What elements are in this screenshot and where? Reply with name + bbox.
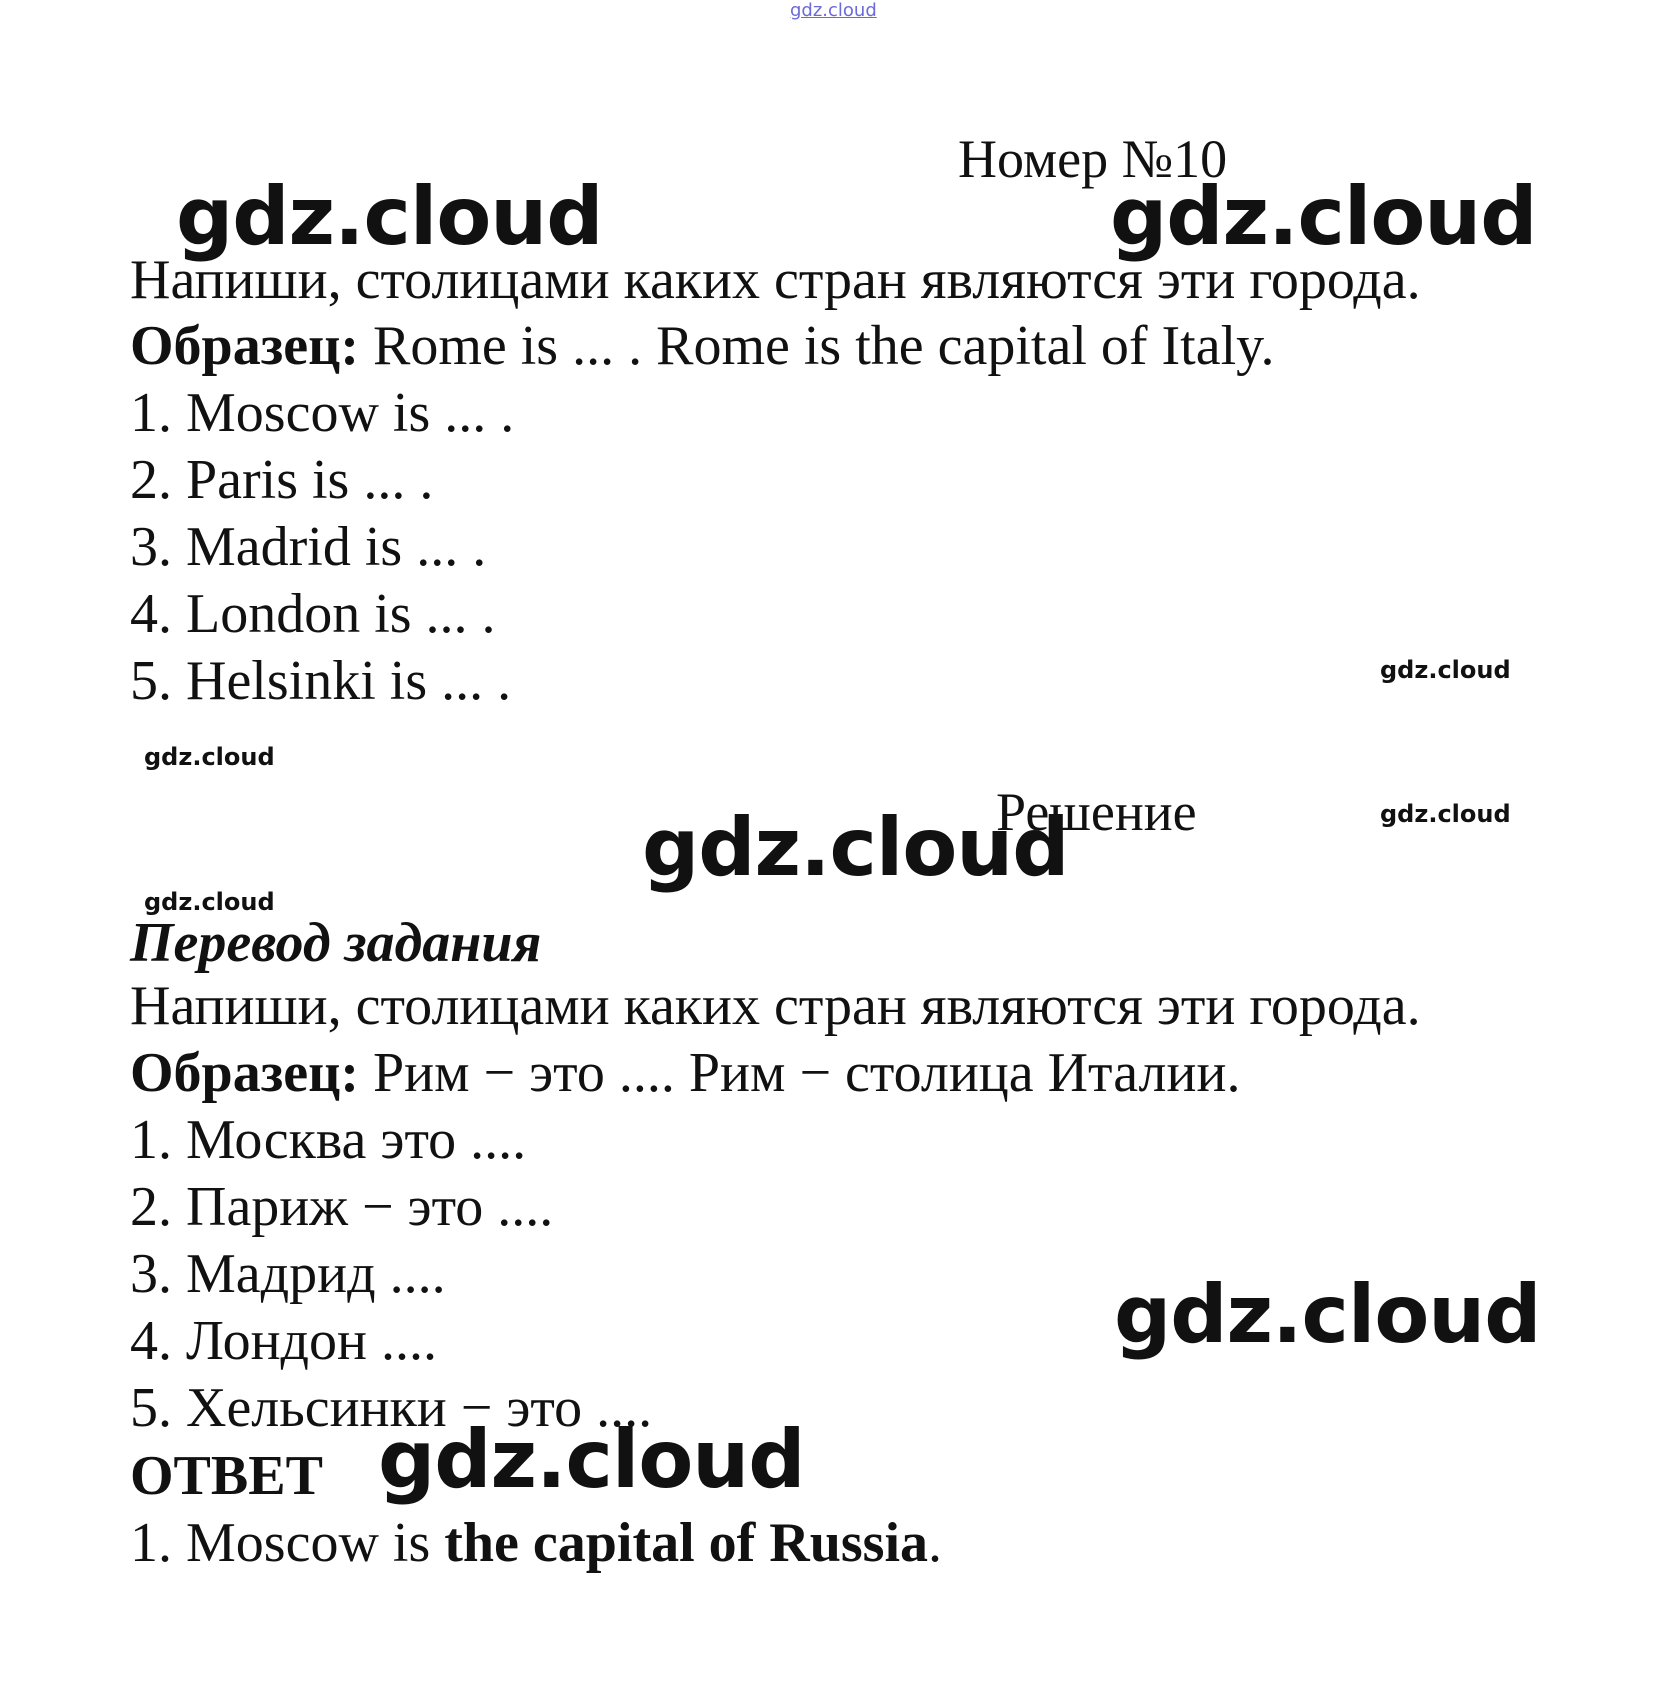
solution-item-3: 3. Мадрид .... [130,1243,446,1305]
watermark-large-2: gdz.cloud [1110,170,1537,263]
answer-line-suffix: . [928,1512,943,1574]
task-sample-text: Rome is ... . Rome is the capital of Italy. [372,315,1275,377]
task-item-1: 1. Moscow is ... . [130,382,515,444]
task-item-2: 2. Paris is ... . [130,449,434,511]
solution-item-1: 1. Москва это .... [130,1109,527,1171]
watermark-large-1: gdz.cloud [176,170,603,263]
task-number-title: Номер №10 [958,129,1228,189]
answer-line-bold: the capital of Russia [444,1512,929,1574]
task-instruction: Напиши, столицами каких стран являются эти города. [130,249,1421,311]
watermark-small-2: gdz.cloud [144,743,275,771]
solution-item-5: 5. Хельсинки − это .... [130,1377,653,1439]
watermark-large-4: gdz.cloud [1114,1268,1541,1361]
solution-heading: Решение [996,782,1197,842]
translation-heading: Перевод задания [130,912,542,974]
solution-instruction: Напиши, столицами каких стран являются эти города. [130,975,1421,1037]
answer-line-prefix: 1. Moscow is [130,1512,445,1574]
solution-sample-label: Образец: [130,1042,359,1104]
task-sample [130,315,1275,377]
task-sample-label: Образец: [130,315,359,377]
watermark-small-4: gdz.cloud [144,888,275,916]
watermark-small-1: gdz.cloud [1380,656,1511,684]
watermark-large-3: gdz.cloud [642,801,1069,894]
solution-item-4: 4. Лондон .... [130,1310,438,1372]
solution-item-2: 2. Париж − это .... [130,1176,554,1238]
solution-sample [130,1042,1241,1104]
answer-line-1 [130,1512,943,1574]
solution-sample-text: Рим − это .... Рим − столица Италии. [372,1042,1241,1104]
task-item-4: 4. London is ... . [130,583,496,645]
task-item-3: 3. Madrid is ... . [130,516,487,578]
answer-heading: ОТВЕТ [130,1445,323,1507]
task-item-5: 5. Helsinki is ... . [130,650,512,712]
watermark-top: gdz.cloud [790,0,877,21]
watermark-large-5: gdz.cloud [378,1413,805,1506]
watermark-small-3: gdz.cloud [1380,800,1511,828]
